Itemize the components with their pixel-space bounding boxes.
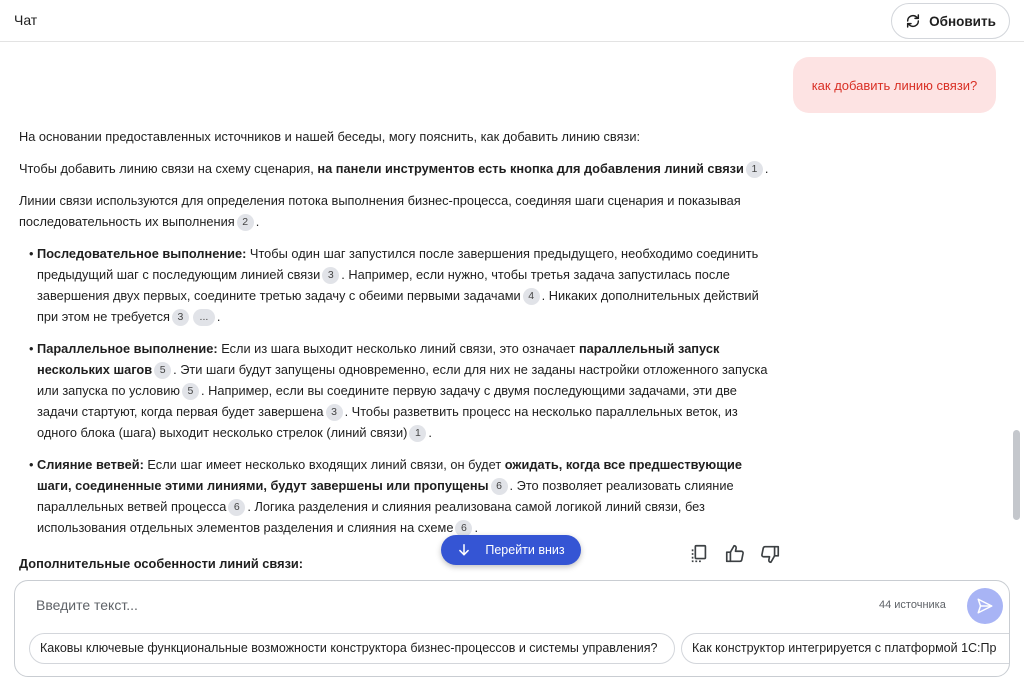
bullet-title: Слияние ветвей:	[37, 457, 144, 472]
list-item: • Последовательное выполнение: Чтобы один шаг запустился после завершения предыдущего, необходимо соединить предыдущий шаг с последующим линией связи 3 . Например, если нужно, чтобы третья задача запустилась после завершения двух первых, соедините третью задачу с обеими первыми задачами 4 . Никаких дополнительных действий при этом не требуется 3 ... .	[29, 243, 779, 327]
chat-header	[0, 0, 1024, 42]
refresh-label: Обновить	[929, 13, 996, 29]
text: . Чтобы разветвить процесс на несколько параллельных веток, из одного блока (шага) выходит несколько стрелок (линий связи)	[37, 404, 738, 440]
bold-text: ожидать, когда все предшествующие шаги, соединенные этими линиями, будут завершены или пропущены	[37, 457, 743, 493]
text: Чтобы один шаг запустился после завершения предыдущего, необходимо соединить предыдущий шаг с последующим линией связи	[37, 246, 759, 282]
citation-badge[interactable]: 1	[746, 161, 763, 178]
send-icon	[976, 597, 994, 615]
answer-intro: На основании предоставленных источников и нашей беседы, могу пояснить, как добавить линию связи:	[19, 129, 641, 144]
citation-badge[interactable]: 6	[228, 499, 245, 516]
refresh-button[interactable]	[891, 3, 1010, 39]
send-button[interactable]	[967, 588, 1003, 624]
text: Если шаг имеет несколько входящих линий связи, он будет	[143, 457, 505, 472]
list-item: • Слияние ветвей: Если шаг имеет несколько входящих линий связи, он будет ожидать, когда все предшествующие шаги, соединенные этими линиями, будут завершены или пропущены 6 . Это позволяет реализовать слияние параллельных ветвей процесса 6 . Логика разделения и слияния реализована самой логикой линий связи, без использования отдельных элементов разделения и слияния на схеме 6 .	[29, 454, 779, 538]
copy-icon	[688, 543, 710, 565]
scroll-down-label: Перейти вниз	[485, 543, 565, 557]
citation-badge[interactable]: 1	[409, 425, 426, 442]
answer-paragraph: Чтобы добавить линию связи на схему сценария, на панели инструментов есть кнопка для добавления линий связи 1 .	[19, 161, 769, 176]
text: Чтобы добавить линию связи на схему сценария,	[19, 161, 318, 176]
suggestion-chip[interactable]: Каковы ключевые функциональные возможности конструктора бизнес-процессов и системы управления?	[29, 633, 675, 664]
bold-text: параллельный запуск нескольких шагов	[37, 341, 720, 377]
bullet-title: Параллельное выполнение:	[37, 341, 218, 356]
text: . Это позволяет реализовать слияние параллельных ветвей процесса	[37, 478, 734, 514]
thumbs-up-button[interactable]	[724, 543, 746, 565]
citation-badge[interactable]: 3	[322, 267, 339, 284]
text: . Никаких дополнительных действий при этом не требуется	[37, 288, 759, 324]
arrow-down-icon	[457, 543, 471, 557]
more-citations-badge[interactable]: ...	[193, 309, 215, 326]
citation-badge[interactable]: 2	[237, 214, 254, 231]
text: Если из шага выходит несколько линий связи, это означает	[217, 341, 579, 356]
text: . Логика разделения и слияния реализована самой логикой линий связи, без использования отдельных элементов разделения и слияния на схеме	[37, 499, 705, 535]
answer-paragraph: Линии связи используются для определения потока выполнения бизнес-процесса, соединяя шаги сценария и показывая последовательность их выполнения 2 .	[19, 193, 741, 229]
citation-badge[interactable]: 6	[491, 478, 508, 495]
bullet-title: Последовательное выполнение:	[37, 246, 247, 261]
answer-bullet-list	[29, 243, 779, 538]
text: Линии связи используются для определения потока выполнения бизнес-процесса, соединяя шаги сценария и показывая последовательность их выполнения	[19, 193, 741, 229]
scroll-down-button[interactable]	[441, 535, 581, 565]
source-count: 44 источника	[879, 599, 946, 611]
scrollbar-thumb[interactable]	[1013, 430, 1020, 520]
thumbs-down-icon	[759, 543, 781, 565]
refresh-icon	[905, 13, 921, 29]
text: . Например, если вы соедините первую задачу с двумя последующими задачами, эти две задачи стартуют, когда первая будет завершена	[37, 383, 737, 419]
citation-badge[interactable]: 4	[523, 288, 540, 305]
message-input[interactable]	[36, 597, 736, 613]
list-item: • Параллельное выполнение: Если из шага выходит несколько линий связи, это означает параллельный запуск нескольких шагов 5 . Эти шаги будут запущены одновременно, если для них не заданы настройки отложенного запуска или запуска по условию 5 . Например, если вы соедините первую задачу с двумя последующими задачами, эти две задачи стартуют, когда первая будет завершена 3 . Чтобы разветвить процесс на несколько параллельных веток, из одного блока (шага) выходит несколько стрелок (линий связи) 1 .	[29, 338, 779, 443]
user-message-bubble	[793, 57, 996, 113]
message-composer	[14, 580, 1010, 677]
answer-subheading: Дополнительные особенности линий связи:	[19, 556, 304, 571]
suggestion-chip[interactable]: Как конструктор интегрируется с платформой 1С:Пр	[681, 633, 1009, 664]
copy-button[interactable]	[688, 543, 710, 565]
bold-text: на панели инструментов есть кнопка для добавления линий связи	[317, 161, 744, 176]
text: . Эти шаги будут запущены одновременно, если для них не заданы настройки отложенного запуска или запуска по условию	[37, 362, 768, 398]
citation-badge[interactable]: 6	[455, 520, 472, 537]
citation-badge[interactable]: 3	[326, 404, 343, 421]
citation-badge[interactable]: 5	[182, 383, 199, 400]
assistant-answer	[19, 126, 779, 549]
citation-badge[interactable]: 5	[154, 362, 171, 379]
thumbs-down-button[interactable]	[759, 543, 781, 565]
text: . Например, если нужно, чтобы третья задача запустилась после завершения двух первых, соедините третью задачу с обеими первыми задачами	[37, 267, 730, 303]
thumbs-up-icon	[724, 543, 746, 565]
user-message-text: как добавить линию связи?	[811, 77, 978, 93]
citation-badge[interactable]: 3	[172, 309, 189, 326]
page-title: Чат	[14, 12, 38, 28]
